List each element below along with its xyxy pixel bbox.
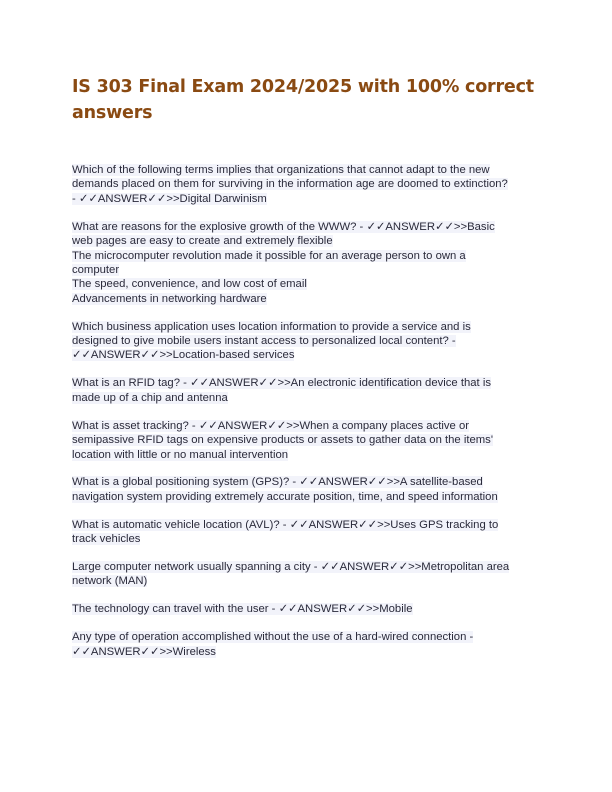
qa-line-text: Which of the following terms implies that organizations that cannot adapt to the new: [72, 164, 490, 176]
qa-line: [72, 560, 542, 574]
qa-line: [72, 532, 542, 546]
qa-line-text: Advancements in networking hardware: [72, 292, 267, 305]
qa-line-text: What are reasons for the explosive growth of the WWW? - ✓✓ANSWER✓✓>>Basic: [72, 220, 495, 233]
qa-item: [72, 518, 542, 547]
qa-line-text: - ✓✓ANSWER✓✓>>Digital Darwinism: [72, 192, 267, 205]
qa-item: [72, 560, 542, 589]
qa-line-text: designed to give mobile users instant access to personalized local content? -: [72, 335, 456, 348]
qa-line-text: location with little or no manual intervention: [72, 448, 289, 461]
qa-line-text: ✓✓ANSWER✓✓>>Location-based services: [72, 349, 295, 362]
qa-line-text: Large computer network usually spanning a city - ✓✓ANSWER✓✓>>Metropolitan area: [72, 561, 510, 574]
qa-line-text: What is an RFID tag? - ✓✓ANSWER✓✓>>An electronic identification device that is: [72, 377, 491, 390]
qa-line-text: The technology can travel with the user - ✓✓ANSWER✓✓>>Mobile: [72, 603, 413, 616]
qa-line-text: track vehicles: [72, 533, 141, 546]
qa-line-text: What is a global positioning system (GPS)? - ✓✓ANSWER✓✓>>A satellite-based: [72, 476, 483, 489]
document-title: IS 303 Final Exam 2024/2025 with 100% correct answers: [72, 77, 534, 123]
qa-item: [72, 475, 542, 504]
qa-item: [72, 602, 542, 616]
qa-line: [72, 376, 542, 390]
qa-item: [72, 630, 542, 659]
qa-item: [72, 419, 542, 462]
qa-line: [72, 518, 542, 532]
qa-line: [72, 263, 542, 277]
qa-line-text: demands placed on them for surviving in the information age are doomed to extinction?: [72, 178, 508, 191]
qa-line: [72, 277, 542, 291]
qa-line: [72, 630, 542, 644]
qa-line-text: web pages are easy to create and extremely flexible: [72, 235, 333, 248]
qa-line: [72, 419, 542, 433]
qa-item: [72, 220, 542, 306]
qa-line: [72, 320, 542, 334]
qa-line: [72, 192, 542, 206]
qa-line: [72, 602, 542, 616]
qa-line-text: navigation system providing extremely accurate position, time, and speed information: [72, 490, 498, 503]
qa-line: [72, 249, 542, 263]
qa-list: [72, 163, 542, 673]
qa-line: [72, 433, 542, 447]
qa-line: [72, 490, 542, 504]
qa-line: [72, 391, 542, 405]
qa-line-text: Which business application uses location information to provide a service and is: [72, 320, 471, 333]
qa-line-text: What is automatic vehicle location (AVL)? - ✓✓ANSWER✓✓>>Uses GPS tracking to: [72, 518, 499, 531]
qa-line: [72, 348, 542, 362]
qa-item: [72, 376, 542, 405]
qa-line: [72, 645, 542, 659]
qa-line: [72, 475, 542, 489]
qa-line-text: ✓✓ANSWER✓✓>>Wireless: [72, 645, 216, 658]
qa-item: [72, 320, 542, 363]
qa-line-text: network (MAN): [72, 575, 148, 588]
qa-line-text: Any type of operation accomplished without the use of a hard-wired connection -: [72, 631, 474, 644]
qa-line-text: The speed, convenience, and low cost of email: [72, 278, 307, 291]
qa-line: [72, 177, 542, 191]
qa-line-text: What is asset tracking? - ✓✓ANSWER✓✓>>When a company places active or: [72, 419, 469, 432]
qa-line: [72, 292, 542, 306]
qa-line-text: The microcomputer revolution made it possible for an average person to own a: [72, 249, 466, 262]
qa-line-text: made up of a chip and antenna: [72, 391, 228, 404]
qa-line: [72, 334, 542, 348]
qa-line-text: semipassive RFID tags on expensive products or assets to gather data on the items': [72, 434, 493, 447]
qa-line: [72, 574, 542, 588]
qa-line: [72, 220, 542, 234]
qa-line: [72, 448, 542, 462]
qa-item: [72, 163, 542, 206]
qa-line: [72, 234, 542, 248]
qa-line: [72, 163, 542, 177]
qa-line-text: computer: [72, 263, 120, 276]
